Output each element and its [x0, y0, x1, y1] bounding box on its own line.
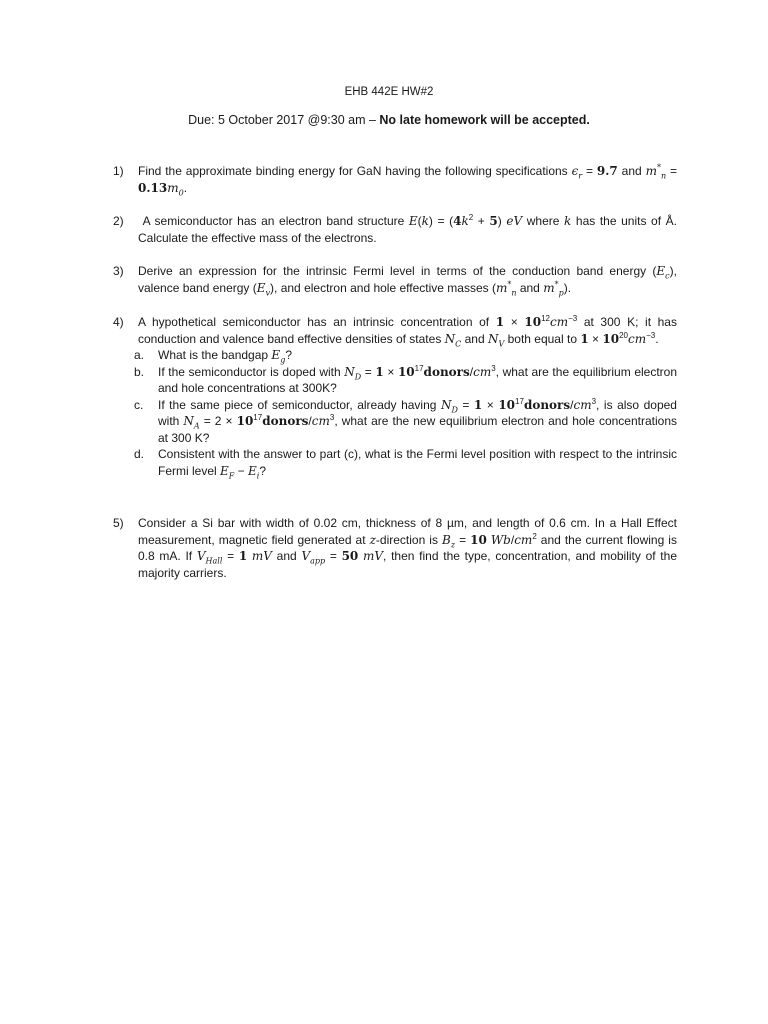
part-letter: a. [134, 348, 145, 362]
due-text: Due: 5 October 2017 @9:30 am – [188, 113, 380, 127]
question-number: 1) [113, 164, 124, 178]
part-letter: b. [134, 364, 145, 379]
question-number: 5) [113, 516, 124, 530]
due-line [0, 113, 768, 127]
part-a: a. What is the bandgap $E_g$? [134, 348, 292, 365]
question-2 [113, 213, 677, 246]
question-text: A semiconductor has an electron band structure $E(k) = (4k^2 + 5)$ eV where k has the units of Å. Calculate the effective mass of the electrons. [138, 213, 677, 245]
question-text: Find the approximate binding energy for GaN having the following specifications $\epsilon_r = 9.7$ and $m^*_n = 0.13m_0$. [138, 163, 677, 197]
question-text: Derive an expression for the intrinsic Fermi level in terms of the conduction band energy $(E_c)$, valence band energy $(E_v)$, and electron and hole effective masses ($m^*_n$ and $m^*_p$). [138, 264, 677, 297]
part-letter: d. [134, 447, 145, 461]
question-3 [113, 263, 677, 296]
part-letter: c. [134, 397, 144, 412]
question-5 [113, 515, 677, 581]
part-d: d. Consistent with the answer to part (c), what is the Fermi level position with respect to the intrinsic Fermi level $E_F - E_i$? [134, 447, 677, 480]
question-4-parts [113, 347, 677, 479]
page-title: EHB 442E HW#2 [344, 86, 434, 98]
part-b: b. If the semiconductor is doped with $N_D = 1$ × $10^{17}donors/cm^3$, what are the equilibrium electron and hole concentrations at 300K? [134, 363, 678, 395]
question-4 [113, 314, 677, 479]
question-number: 3) [113, 264, 124, 278]
question-text: Consider a Si bar with width of 0.02 cm, thickness of 8 µm, and length of 0.6 cm. In a Hall Effect measurement, magnetic field generated at z-direction is $B_z = 10$ $Wb/cm^2$ and the current flowing is 0.8 mA. If $V_{Hall} = 1$ mV and $V_{app} = 50$ mV, then find the type, concentration, and mobility of the majority carriers. [138, 516, 677, 580]
question-text: A hypothetical semiconductor has an intrinsic concentration of $1 \times 10^{12}cm^{-3}$ at 300 K; it has conduction and valence band effective densities of states $N_C$ and $N_V$ both equal to $1 \times 10^{20}cm^{-3}$. [138, 314, 677, 348]
part-c: c. If the same piece of semiconductor, already having $N_D = 1$ × $10^{17}donors/cm^3$, is also doped with $N_A = 2$ × $10^{17}donors/cm^3$, what are the new equilibrium electron and hole concentrations at 300 K? [134, 396, 677, 445]
late-policy: No late homework will be accepted. [379, 113, 590, 127]
question-number: 2) [113, 214, 124, 228]
question-number: 4) [113, 315, 124, 329]
question-1 [113, 163, 677, 196]
